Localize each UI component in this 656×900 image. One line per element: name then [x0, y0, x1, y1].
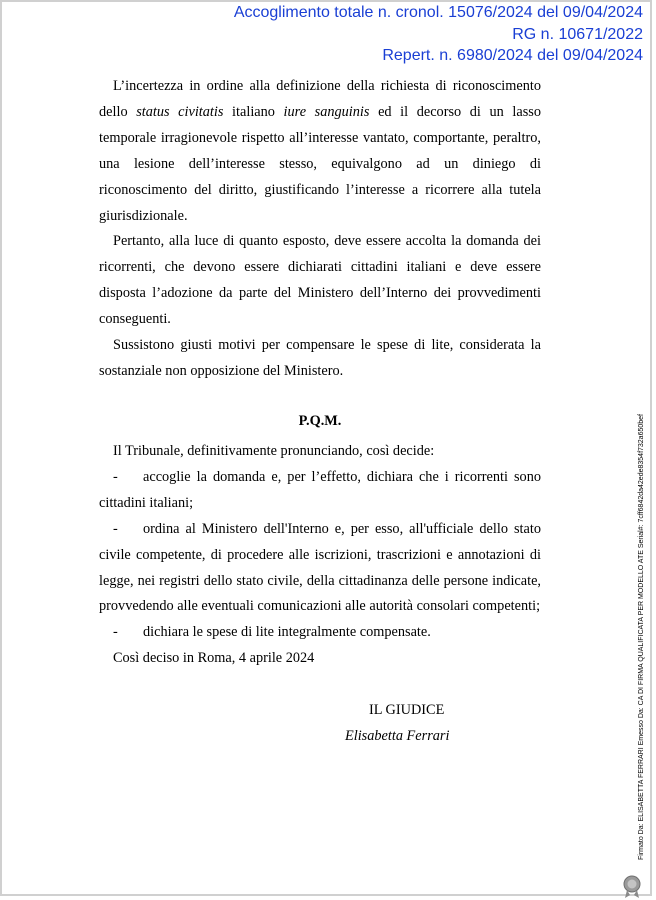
decision-item-1-text: accoglie la domanda e, per l’effetto, dichiara che i ricorrenti sono cittadini italiani; [99, 468, 541, 511]
document-header [234, 2, 643, 67]
paragraph-1-part-a: L’incertezza in ordine alla definizione della richiesta di riconoscimento dello [99, 78, 541, 120]
paragraph-1 [99, 74, 541, 229]
paragraph-1-italic-1: status civitatis [136, 103, 224, 120]
dash-bullet: - [113, 520, 118, 537]
paragraph-1-part-b: italiano [223, 103, 284, 120]
decision-section [99, 439, 541, 672]
decision-item-3-text: dichiara le spese di lite integralmente compensate. [143, 624, 431, 641]
pqm-heading: P.Q.M. [298, 413, 342, 429]
seal-icon [620, 874, 644, 898]
header-line-3: Repert. n. 6980/2024 del 09/04/2024 [382, 47, 643, 64]
paragraph-2: Pertanto, alla luce di quanto esposto, deve essere accolta la domanda dei ricorrenti, che devono essere dichiarati cittadini italiani e deve essere disposta l’adozione da parte del Ministero dell’Interno dei provvedimenti conseguenti. [99, 233, 541, 328]
digital-signature-note: Firmato Da: ELISABETTA FERRARI Emesso Da: CA DI FIRMA QUALIFICATA PER MODELLO ATE Serial#: 7cff6842da42ede8354f732a650bef [638, 414, 645, 860]
decision-item-2-text: ordina al Ministero dell'Interno e, per esso, all'ufficiale dello stato civile competente, di procedere alle iscrizioni, trascrizioni e annotazioni di legge, nei registri dello stato civile, della cittadinanza delle persone indicate, provvedendo alle eventuali comunicazioni alle autorità consolari competenti; [99, 520, 541, 615]
paragraph-3: Sussistono giusti motivi per compensare le spese di lite, considerata la sostanziale non opposizione del Ministero. [99, 337, 541, 379]
header-line-2: RG n. 10671/2022 [512, 25, 643, 43]
paragraph-1-italic-2: iure sanguinis [283, 103, 370, 120]
body-text [99, 74, 541, 385]
dash-bullet: - [113, 624, 118, 641]
judge-name: Elisabetta Ferrari [345, 728, 450, 744]
decision-item-2 [99, 517, 541, 621]
judge-title: IL GIUDICE [369, 702, 445, 718]
decision-closing: Così deciso in Roma, 4 aprile 2024 [113, 650, 315, 667]
dash-bullet: - [113, 468, 118, 485]
decision-item-3 [99, 620, 541, 646]
paragraph-1-part-c: ed il decorso di un lasso temporale irragionevole rispetto all’interesse vantato, comportante, peraltro, una lesione dell’interesse stesso, equivalgono ad un diniego di riconoscimento del diritto, giustificando l’interesse a ricorrere alla tutela giurisdizionale. [99, 103, 542, 224]
decision-item-1 [99, 465, 541, 517]
decision-intro: Il Tribunale, definitivamente pronunciando, così decide: [113, 443, 435, 459]
header-line-1: Accoglimento totale n. cronol. 15076/2024 del 09/04/2024 [233, 4, 643, 21]
